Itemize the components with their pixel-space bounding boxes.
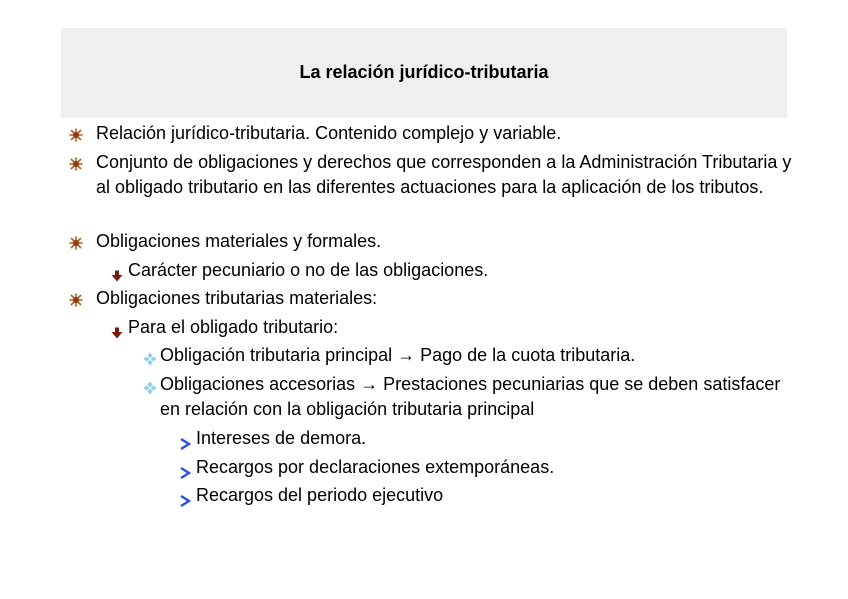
slide-title: La relación jurídico-tributaria — [299, 61, 549, 82]
down-arrow-bullet-icon — [111, 321, 123, 346]
list-item — [96, 229, 796, 254]
list-item-text: Para el obligado tributario: — [128, 317, 339, 337]
list-item — [128, 315, 788, 340]
starburst-bullet-icon — [69, 153, 83, 178]
list-item-text: Conjunto de obligaciones y derechos que corresponden a la Administración Tributaria y al obligado tributario en las diferentes actuaciones para la aplicación de los tributos. — [96, 152, 792, 197]
list-item-text: Recargos por declaraciones extemporáneas. — [196, 457, 555, 477]
starburst-bullet-icon — [69, 232, 83, 257]
title-bar — [61, 28, 787, 118]
chevron-right-bullet-icon — [179, 461, 191, 486]
list-item-text: Obligación tributaria principal → Pago de la cuota tributaria. — [160, 345, 636, 365]
list-item-text: Obligaciones tributarias materiales: — [96, 288, 378, 308]
chevron-right-bullet-icon — [179, 489, 191, 514]
list-item — [96, 150, 796, 199]
list-item — [96, 286, 796, 311]
list-item-text: Obligaciones materiales y formales. — [96, 231, 382, 251]
list-item-text: Carácter pecuniario o no de las obligaciones. — [128, 260, 489, 280]
chevron-right-bullet-icon — [179, 432, 191, 457]
list-item — [196, 455, 796, 480]
diamond-dots-bullet-icon — [143, 348, 157, 373]
down-arrow-bullet-icon — [111, 264, 123, 289]
list-item — [96, 121, 796, 146]
list-item-text: Relación jurídico-tributaria. Contenido complejo y variable. — [96, 123, 562, 143]
starburst-bullet-icon — [69, 124, 83, 149]
list-item — [196, 426, 796, 451]
list-item — [160, 372, 800, 421]
starburst-bullet-icon — [69, 289, 83, 314]
list-item — [128, 258, 788, 283]
list-item-text: Intereses de demora. — [196, 428, 367, 448]
list-item — [160, 343, 800, 368]
diamond-dots-bullet-icon — [143, 377, 157, 402]
list-item-text: Recargos del periodo ejecutivo — [196, 485, 444, 505]
list-item-text: Obligaciones accesorias → Prestaciones pecuniarias que se deben satisfacer en relación con la obligación tributaria principal — [160, 374, 781, 419]
list-item — [196, 483, 796, 508]
